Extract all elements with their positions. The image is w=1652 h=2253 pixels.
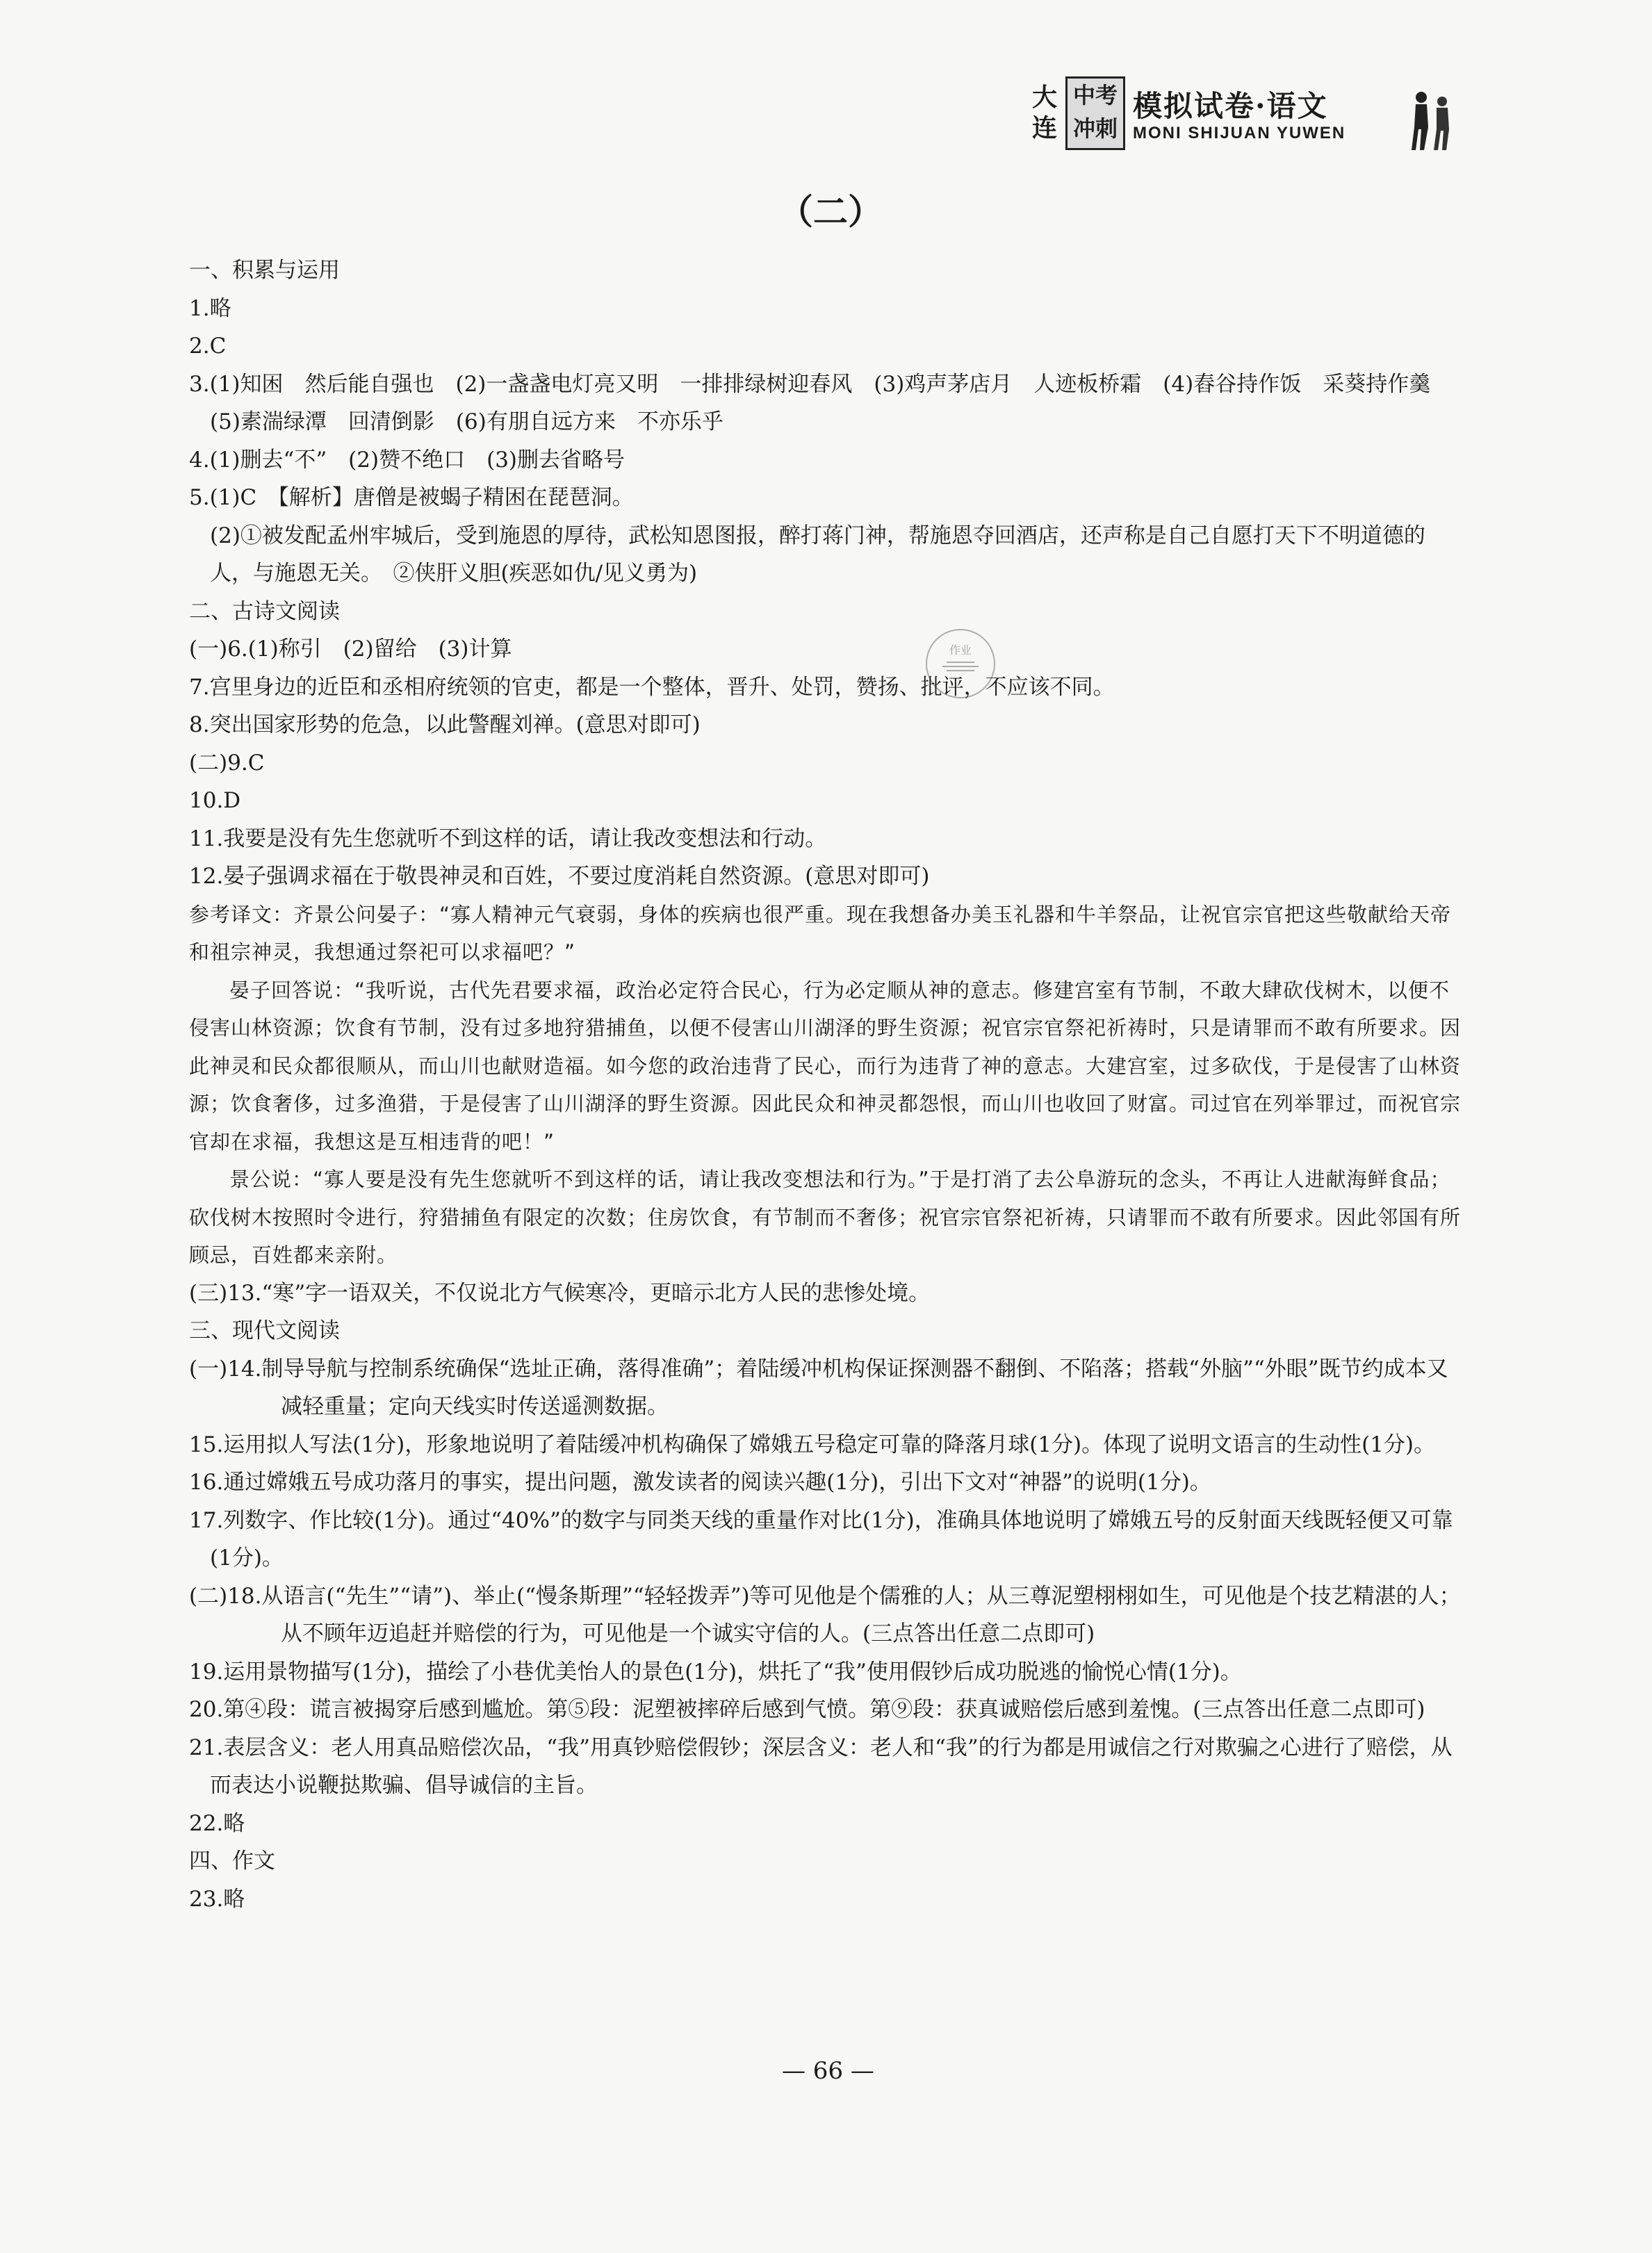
answer-item: 10.D xyxy=(189,788,241,813)
header-box-line1: 中考 xyxy=(1072,82,1118,108)
translation-paragraph: 景公说：“寡人要是没有先生您就听不到这样的话，请让我改变想法和行为。”于是打消了去公阜游玩的念头，不再让人进献海鲜食品；砍伐树木按照时令进行，狩猎捕鱼有限定的次数；住房饮食，有节制而不奢侈；祝官宗官祭祀祈祷，只请罪而不敢有所要求。因此邻国有所顾忌，百姓都来亲附。 xyxy=(189,1168,1462,1267)
answer-item: 20.第④段：谎言被揭穿后感到尴尬。第⑤段：泥塑被摔碎后感到气愤。第⑨段：获真诚赔偿后感到羞愧。(三点答出任意二点即可) xyxy=(189,1697,1425,1722)
answer-item: 3.(1)知困 然后能自强也 (2)一盏盏电灯亮又明 一排排绿树迎春风 (3)鸡声茅店月 人迹板桥霜 (4)舂谷持作饭 采葵持作羹 (5)素湍绿潭 回清倒影 (6)有朋自远方来 不亦乐乎 xyxy=(189,371,1453,434)
section-heading: 三、现代文阅读 xyxy=(189,1318,340,1343)
header-logo-box xyxy=(1065,76,1125,150)
answer-item: (一)14.制导导航与控制系统确保“选址正确，落得准确”；着陆缓冲机构保证探测器不翻倒、不陷落；搭载“外脑”“外眼”既节约成本又减轻重量；定向天线实时传送遥测数据。 xyxy=(189,1356,1448,1419)
answer-item: 2.C xyxy=(189,334,227,359)
answer-item: 19.运用景物描写(1分)，描绘了小巷优美怡人的景色(1分)，烘托了“我”使用假钞后成功脱逃的愉悦心情(1分)。 xyxy=(189,1659,1242,1685)
answer-item: 12.晏子强调求福在于敬畏神灵和百姓，不要过度消耗自然资源。(意思对即可) xyxy=(189,864,930,889)
page-number: — 66 — xyxy=(782,2057,874,2085)
translation-paragraph: 参考译文：齐景公问晏子：“寡人精神元气衰弱，身体的疾病也很严重。现在我想备办美玉礼器和牛羊祭品，让祝官宗官把这些敬献给天帝和祖宗神灵，我想通过祭祀可以求福吧？” xyxy=(189,902,1452,964)
header-subtitle: MONI SHIJUAN YUWEN xyxy=(1133,124,1346,142)
answer-item: (三)13.“寒”字一语双关，不仅说北方气候寒冷，更暗示北方人民的悲惨处境。 xyxy=(189,1280,931,1306)
header-title: 模拟试卷·语文 xyxy=(1133,89,1328,123)
answer-item: (一)6.(1)称引 (2)留给 (3)计算 xyxy=(189,637,512,662)
header-box-line2: 冲刺 xyxy=(1072,115,1118,142)
section-heading: 二、古诗文阅读 xyxy=(189,598,340,624)
answer-item: 4.(1)删去“不” (2)赞不绝口 (3)删去省略号 xyxy=(189,447,625,473)
answer-item: 16.通过嫦娥五号成功落月的事实，提出问题，激发读者的阅读兴趣(1分)，引出下文对“神器”的说明(1分)。 xyxy=(189,1470,1211,1495)
answer-item: (二)18.从语言(“先生”“请”)、举止(“慢条斯理”“轻轻拨弄”)等可见他是个儒雅的人；从三尊泥塑栩栩如生，可见他是个技艺精湛的人；从不顾年迈追赶并赔偿的行为，可见他是一个诚实守信的人。(三点答出任意二点即可) xyxy=(189,1583,1461,1646)
answer-item: 7.宫里身边的近臣和丞相府统领的官吏，都是一个整体，晋升、处罚，赞扬、批评，不应该不同。 xyxy=(189,674,1115,700)
answer-item: 23.略 xyxy=(189,1886,245,1912)
header-city: 大连 xyxy=(1032,83,1058,142)
section-heading: 四、作文 xyxy=(189,1849,275,1874)
header xyxy=(1032,75,1449,151)
answer-content xyxy=(189,252,1468,1918)
answer-item: 5.(1)C 【解析】唐僧是被蝎子精困在琵琶洞。 xyxy=(189,485,634,510)
answer-item: 15.运用拟人写法(1分)，形象地说明了着陆缓冲机构确保了嫦娥五号稳定可靠的降落月球(1分)。体现了说明文语言的生动性(1分)。 xyxy=(189,1432,1436,1457)
answer-item: 22.略 xyxy=(189,1810,245,1836)
translation-paragraph: 晏子回答说：“我听说，古代先君要求福，政治必定符合民心，行为必定顺从神的意志。修建宫室有节制，不敢大肆砍伐树木，以便不侵害山林资源；饮食有节制，没有过多地狩猎捕鱼，以便不侵害山川湖泽的野生资源；祝官宗官祭祀祈祷时，只是请罪而不敢有所要求。因此神灵和民众都很顺从，而山川也献财造福。如今您的政治违背了民心，而行为违背了神的意志。大建宫室，过多砍伐，于是侵害了山林资源；饮食奢侈，过多渔猎，于是侵害了山川湖泽的野生资源。因此民众和神灵都怨恨，而山川也收回了财富。司过官在列举罪过，而祝官宗官却在求福，我想这是互相违背的吧！” xyxy=(189,978,1462,1154)
answer-item: 1.略 xyxy=(189,295,231,321)
answer-item: (2)①被发配孟州牢城后，受到施恩的厚待，武松知恩图报，醉打蒋门神，帮施恩夺回酒店，还声称是自己自愿打天下不明道德的人，与施恩无关。 ②侠肝义胆(疾恶如仇/见义勇为) xyxy=(210,523,1425,586)
section-title: （二） xyxy=(778,191,883,232)
stamp-mark: 作业 xyxy=(926,629,995,698)
runners-icon xyxy=(1407,89,1456,151)
answer-item: 21.表层含义：老人用真品赔偿次品，“我”用真钞赔偿假钞；深层含义：老人和“我”的行为都是用诚信之行对欺骗之心进行了赔偿，从而表达小说鞭挞欺骗、倡导诚信的主旨。 xyxy=(189,1735,1453,1798)
section-heading: 一、积累与运用 xyxy=(189,258,340,283)
answer-item: 8.突出国家形势的危急，以此警醒刘禅。(意思对即可) xyxy=(189,712,701,737)
answer-item: 11.我要是没有先生您就听不到这样的话，请让我改变想法和行动。 xyxy=(189,826,827,851)
answer-item: 17.列数字、作比较(1分)。通过“40%”的数字与同类天线的重量作对比(1分)，准确具体地说明了嫦娥五号的反射面天线既轻便又可靠(1分)。 xyxy=(189,1507,1453,1571)
answer-item: (二)9.C xyxy=(189,750,265,776)
